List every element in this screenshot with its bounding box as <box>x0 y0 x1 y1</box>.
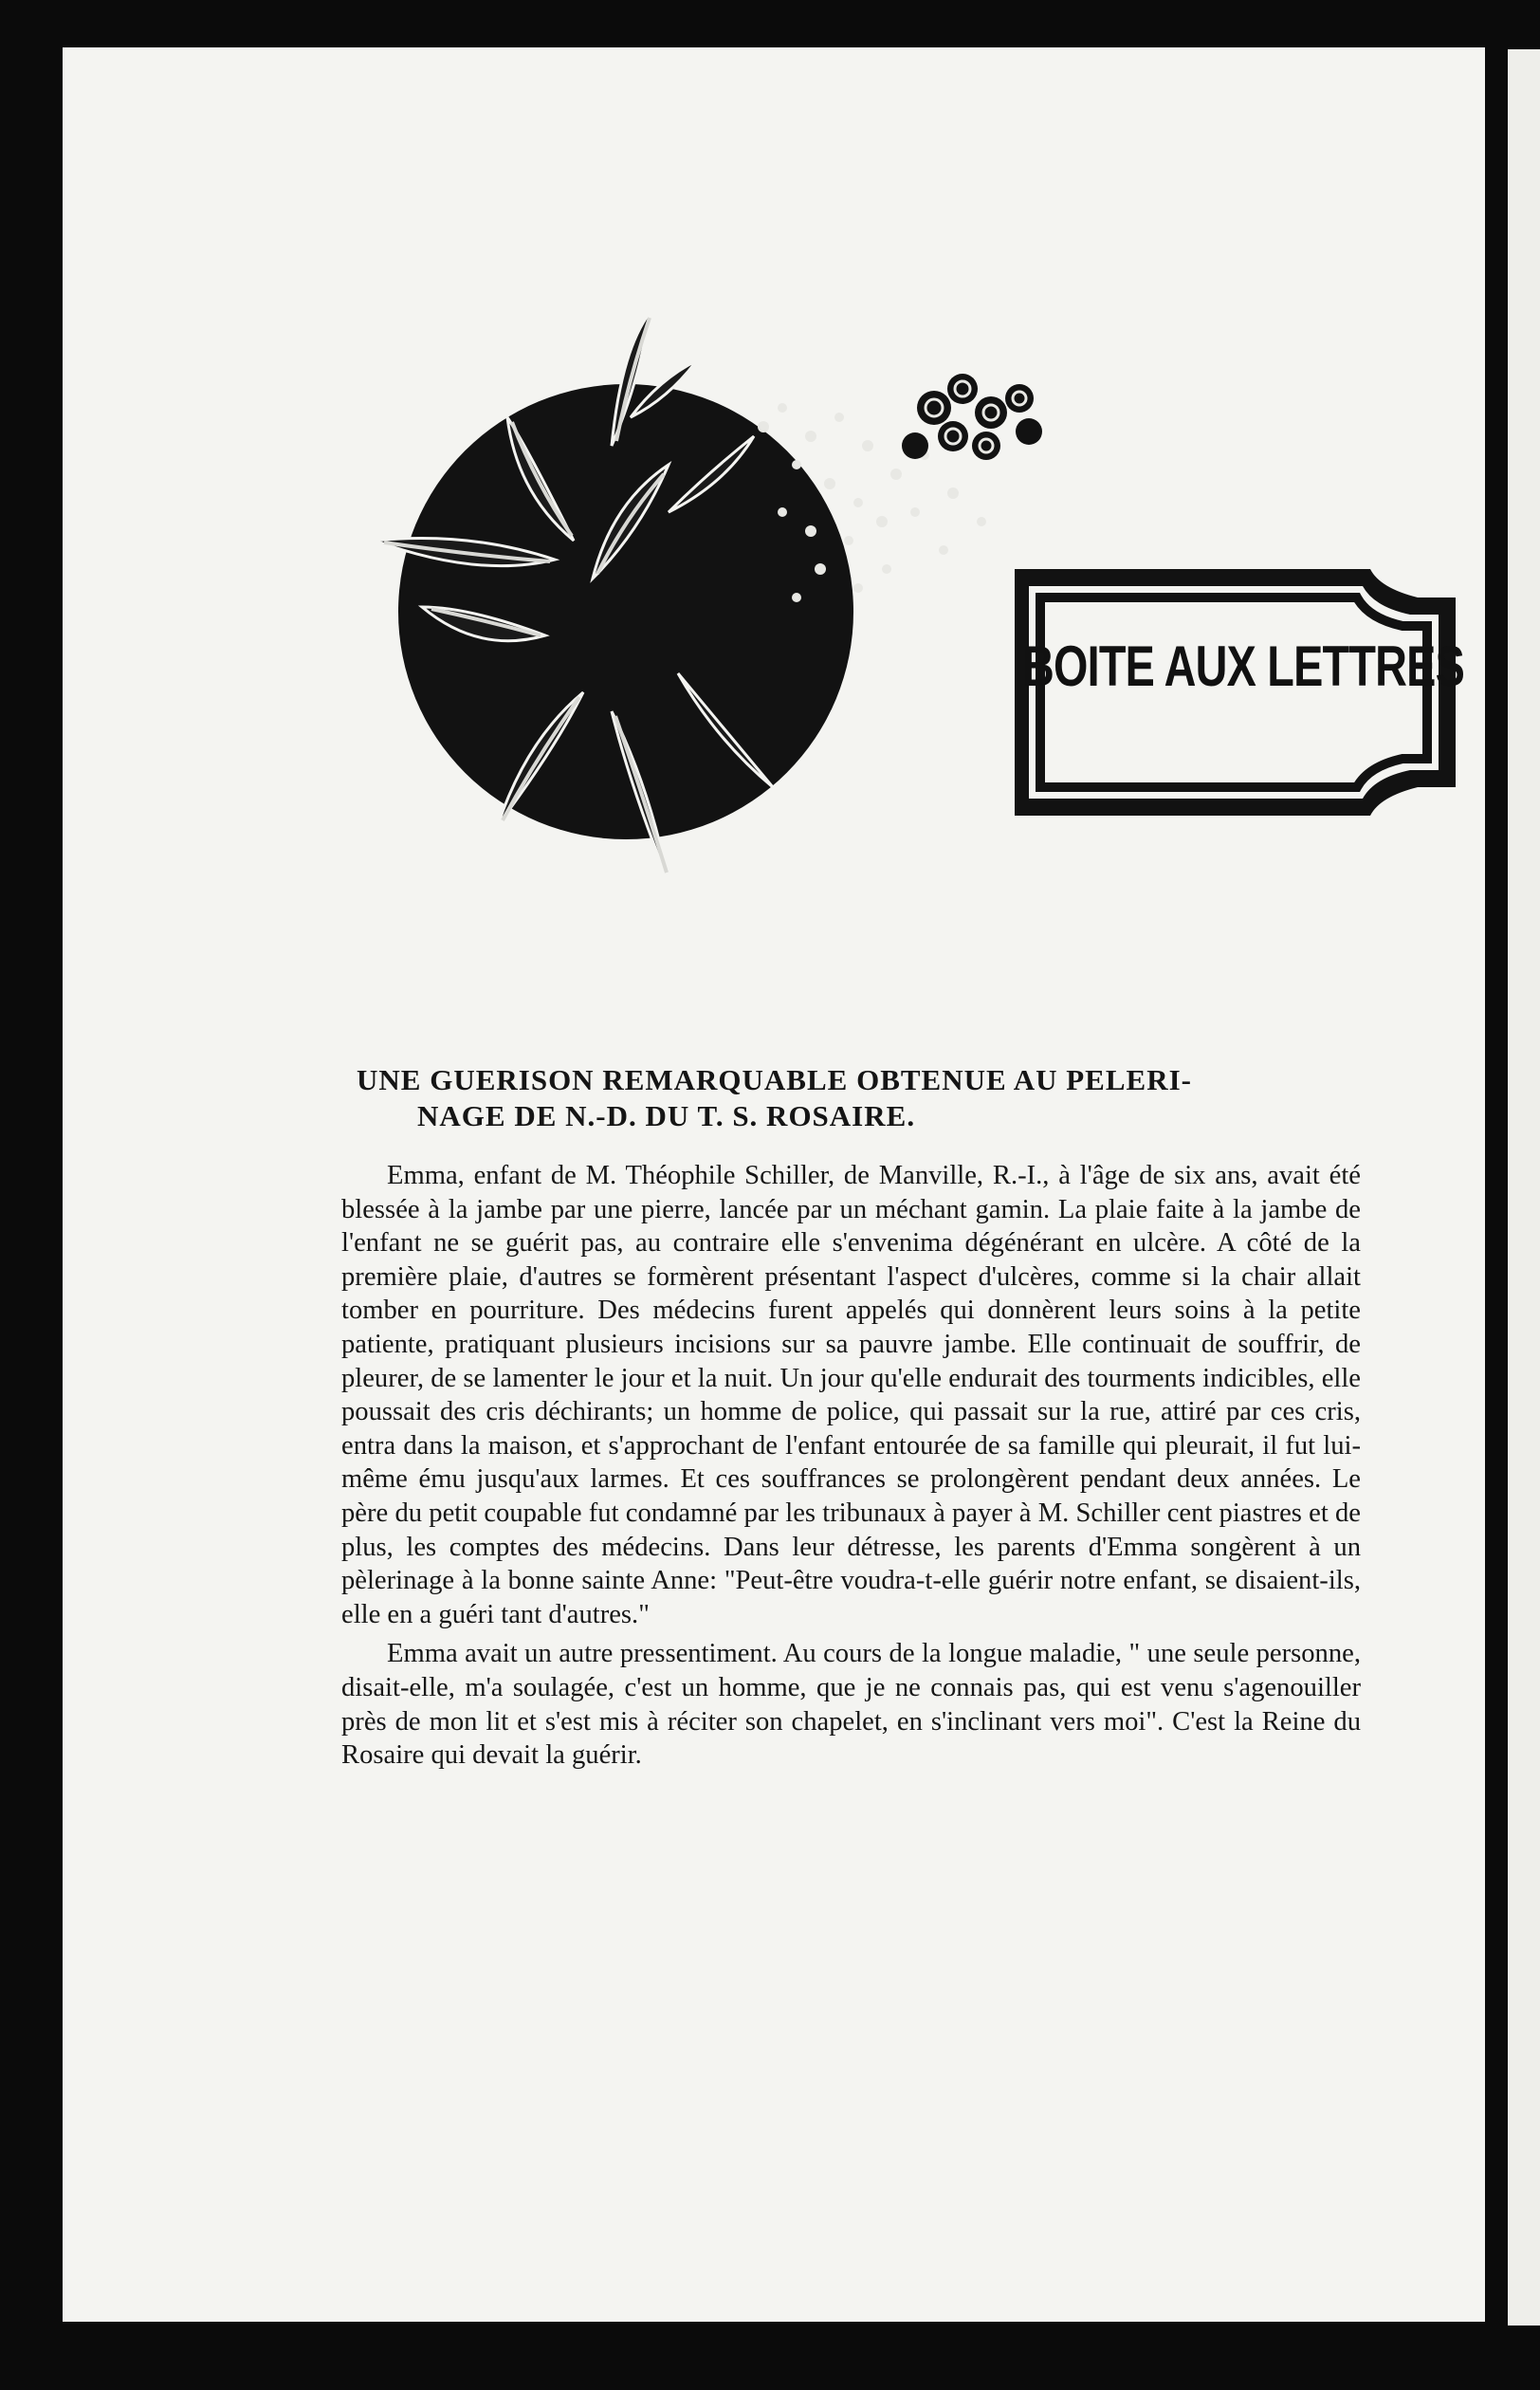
banner-title: BOITE AUX LETTRES <box>1022 634 1465 698</box>
article-paragraph: Emma avait un autre pressentiment. Au cours de la longue maladie, " une seule personne, disait-elle, m'a soulagée, c'est un homme, que je ne connais pas, qui est venu s'agenouiller près de mon lit et s'est mis à réciter son chapelet, en s'inclinant vers moi". C'est la Reine du Rosaire qui devait la guérir. <box>341 1639 1361 1771</box>
article-heading <box>357 1062 1352 1134</box>
scan-border-top <box>0 0 1540 49</box>
article-heading-line1: UNE GUERISON REMARQUABLE OBTENUE AU PELERI- <box>357 1063 1192 1096</box>
article-paragraph: Emma, enfant de M. Théophile Schiller, de Manville, R.-I., à l'âge de six ans, avait été blessée à la jambe par une pierre, lancée par un méchant gamin. La plaie faite à la jambe de l'enfant ne se guérit pas, au contraire elle s'envenima dégénérant en ulcère. A côté de la première plaie, d'autres se formèrent présentant l'aspect d'ulcères, comme si la chair allait tomber en pourriture. Des médecins furent appelés qui donnèrent leurs soins à la petite patiente, pratiquant plusieurs incisions sur sa pauvre jambe. Elle continuait de souffrir, de pleurer, de se lamenter le jour et la nuit. Un jour qu'elle endurait des tourments indicibles, elle poussait des cris déchirants; un homme de police, qui passait sur la rue, attiré par ces cris, entra dans la maison, et s'approchant de l'enfant entourée de sa famille qui pleurait, il fut lui-même ému jusqu'aux larmes. Et ces souffrances se prolongèrent pendant deux années. Le père du petit coupable fut condamné par les tribunaux à payer à M. Schiller cent piastres et de plus, les comptes des médecins. Dans leur détresse, les parents d'Emma songèrent à un pèlerinage à la bonne sainte Anne: "Peut-être voudra-t-elle guérir notre enfant, se disaient-ils, elle en a guéri tant d'autres." <box>341 1161 1361 1629</box>
berry-cluster <box>902 374 1042 460</box>
article-body <box>341 1159 1361 1778</box>
article-heading-line2: NAGE DE N.-D. DU T. S. ROSAIRE. <box>417 1099 916 1132</box>
next-page-edge <box>1508 49 1540 2326</box>
